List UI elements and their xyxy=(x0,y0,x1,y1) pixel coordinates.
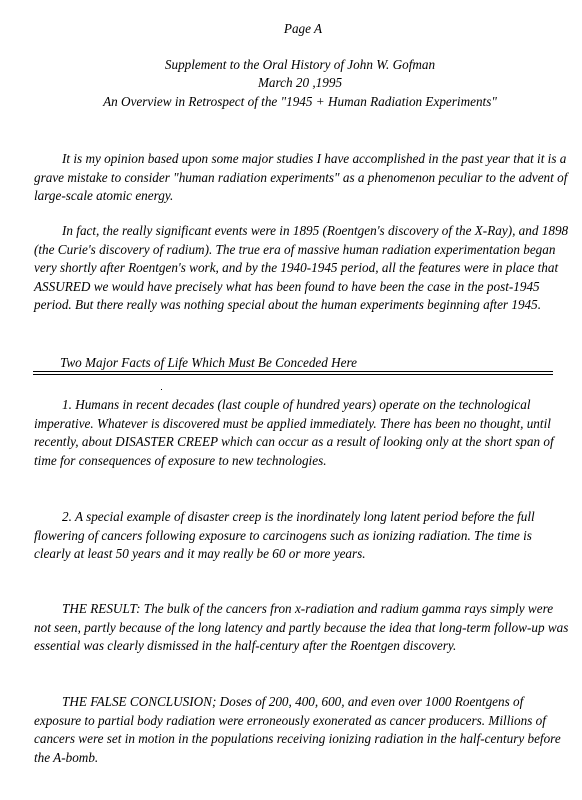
false-conclusion-paragraph xyxy=(34,693,570,767)
header-date: March 20 ,1995 xyxy=(257,75,343,91)
page-label: Page A xyxy=(283,21,323,36)
header-subtitle: An Overview in Retrospect of the "1945 + Human Radiation Experiments" xyxy=(103,93,497,109)
paragraph-text: 1. Humans in recent decades (last couple of hundred years) operate on the technological imperative. Whatever is discovered must be applied immediately. There has been no thought, until recently, about DISASTER CREEP which can occur as a result of looking only at the short span of time for consequences of exposure to new technologies. xyxy=(34,397,554,468)
paragraph-text: THE FALSE CONCLUSION; Doses of 200, 400, 600, and even over 1000 Roentgens of exposure to partial body radiation were erroneously exonerated as cancer producers. Millions of cancers were set in motion in the populations receiving ionizing radiation in the half-century before the A-bomb. xyxy=(34,694,561,765)
intro-paragraph-2 xyxy=(34,222,570,315)
fact-paragraph-1 xyxy=(34,396,570,470)
paragraph-text: 2. A special example of disaster creep is the inordinately long latent period before the full flowering of cancers following exposure to carcinogens such as ionizing radiation. The time is clearly at least 50 years and it may really be 60 or more years. xyxy=(34,509,535,562)
heading-underline-top xyxy=(33,371,553,372)
paragraph-text: It is my opinion based upon some major studies I have accomplished in the past year that it is a grave mistake to consider "human radiation experiments" as a phenomenon peculiar to the advent of large-scale atomic energy. xyxy=(34,151,568,204)
document-header xyxy=(30,56,570,111)
paragraph-text: THE RESULT: The bulk of the cancers fron x-radiation and radium gamma rays simply were not seen, partly because of the long latency and partly because the idea that long-term follow-up was essential was clearly dismissed in the half-century after the Roentgen discovery. xyxy=(34,601,569,654)
paragraph-text: In fact, the really significant events were in 1895 (Roentgen's discovery of the X-Ray), and 1898 (the Curie's discovery of radium). The true era of massive human radiation experimentation began very shortly after Roentgen's work, and by the 1940-1945 period, all the features were in place that ASSURED we would have precisely what has been found to have been the case in the post-1945 period. But there really was nothing special about the human experiments beginning after 1945. xyxy=(34,223,569,313)
header-title: Supplement to the Oral History of John W. Gofman xyxy=(164,57,436,72)
heading-underline-bottom xyxy=(33,374,553,375)
intro-paragraph-1 xyxy=(34,150,570,206)
fact-paragraph-2 xyxy=(34,508,570,564)
section-heading: Two Major Facts of Life Which Must Be Conceded Here xyxy=(60,355,358,370)
result-paragraph xyxy=(34,600,570,656)
stray-mark xyxy=(161,389,162,390)
